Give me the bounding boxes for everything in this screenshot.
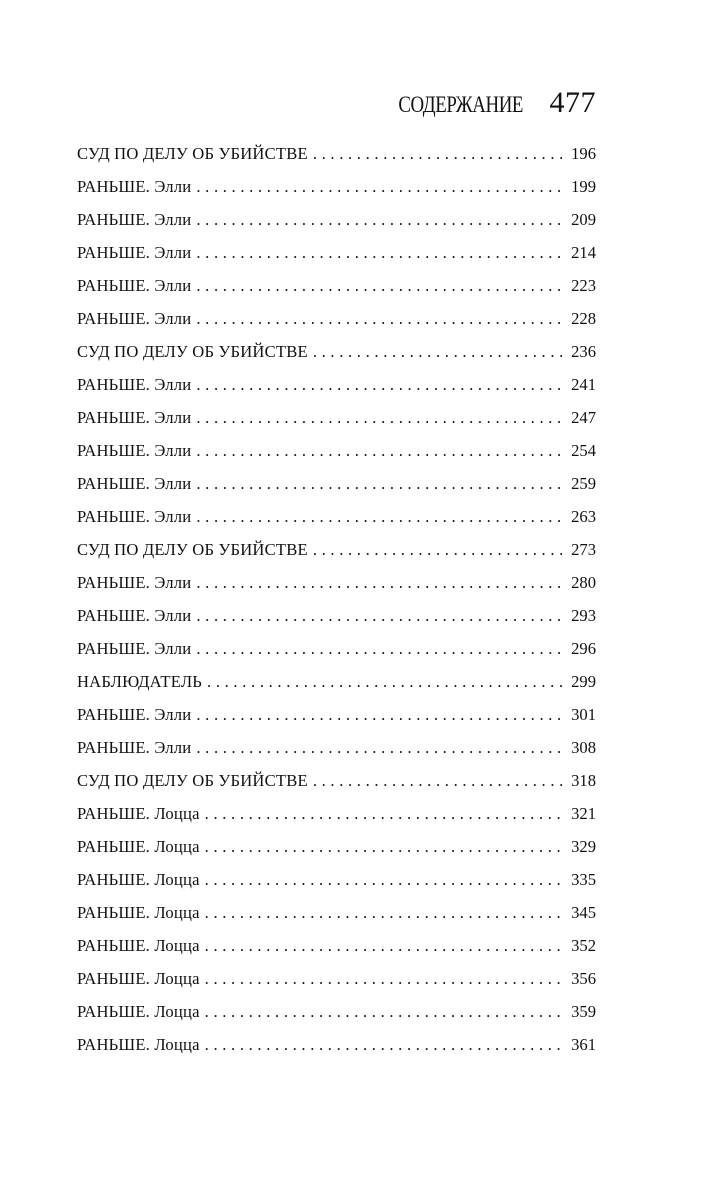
dot-leader [313,144,565,164]
toc-entry-page: 352 [571,936,596,955]
toc-entry [77,243,596,276]
dot-leader [196,441,565,461]
toc-entry [77,375,596,408]
toc-entry-title: РАНЬШЕ. Лоцца [77,1035,200,1054]
dot-leader [196,309,565,329]
dot-leader [205,837,565,857]
toc-entry-title: СУД ПО ДЕЛУ ОБ УБИЙСТВЕ [77,144,308,163]
toc-entry [77,738,596,771]
toc-entry-title: РАНЬШЕ. Лоцца [77,804,200,823]
toc-entry-title: РАНЬШЕ. Лоцца [77,936,200,955]
toc-entry-page: 247 [571,408,596,427]
toc-entry-page: 335 [571,870,596,889]
dot-leader [196,639,565,659]
toc-entry-page: 241 [571,375,596,394]
toc-entry [77,672,596,705]
dot-leader [207,672,565,692]
toc-entry [77,969,596,1002]
toc-entry-page: 299 [571,672,596,691]
toc-entry-page: 345 [571,903,596,922]
toc-entry [77,1002,596,1035]
toc-entry-page: 280 [571,573,596,592]
dot-leader [196,705,565,725]
dot-leader [205,903,565,923]
toc-entry-title: РАНЬШЕ. Элли [77,177,192,196]
toc-entry [77,309,596,342]
toc-entry [77,705,596,738]
toc-entry [77,507,596,540]
toc-entry-page: 293 [571,606,596,625]
toc-entry [77,936,596,969]
dot-leader [196,210,565,230]
toc-entry-page: 196 [571,144,596,163]
dot-leader [196,606,565,626]
toc-entry-page: 263 [571,507,596,526]
toc-entry-title: РАНЬШЕ. Элли [77,705,192,724]
toc-entry-page: 318 [571,771,596,790]
toc-entry [77,210,596,243]
dot-leader [196,408,565,428]
toc-entry-title: СУД ПО ДЕЛУ ОБ УБИЙСТВЕ [77,540,308,559]
toc-entry [77,177,596,210]
toc-entry-page: 296 [571,639,596,658]
dot-leader [196,243,565,263]
dot-leader [205,804,565,824]
dot-leader [196,177,565,197]
toc-entry-title: СУД ПО ДЕЛУ ОБ УБИЙСТВЕ [77,342,308,361]
dot-leader [205,969,565,989]
toc-entry [77,441,596,474]
toc-entry-page: 254 [571,441,596,460]
dot-leader [205,1035,565,1055]
toc-entry-page: 301 [571,705,596,724]
dot-leader [196,738,565,758]
dot-leader [313,540,565,560]
dot-leader [205,870,565,890]
toc-entry-title: РАНЬШЕ. Элли [77,573,192,592]
toc-entry-title: РАНЬШЕ. Элли [77,606,192,625]
toc-entry-page: 259 [571,474,596,493]
toc-entry-page: 236 [571,342,596,361]
toc-entry-page: 321 [571,804,596,823]
toc-entry-page: 361 [571,1035,596,1054]
toc-entry [77,1035,596,1068]
toc-entry-title: РАНЬШЕ. Элли [77,408,192,427]
toc-entry-title: РАНЬШЕ. Элли [77,276,192,295]
toc-entry-page: 329 [571,837,596,856]
toc-entry [77,144,596,177]
dot-leader [196,474,565,494]
dot-leader [196,375,565,395]
toc-entry [77,837,596,870]
toc-entry-title: РАНЬШЕ. Элли [77,474,192,493]
toc-entry-title: РАНЬШЕ. Элли [77,375,192,394]
toc-entry-title: РАНЬШЕ. Элли [77,243,192,262]
dot-leader [205,1002,565,1022]
toc-entry-page: 228 [571,309,596,328]
toc-entry-page: 223 [571,276,596,295]
dot-leader [196,573,565,593]
toc-entry-page: 209 [571,210,596,229]
toc-entry-title: РАНЬШЕ. Элли [77,309,192,328]
dot-leader [313,771,565,791]
toc-entry [77,573,596,606]
toc-entry [77,474,596,507]
toc-entry [77,903,596,936]
toc-entry-title: РАНЬШЕ. Лоцца [77,969,200,988]
dot-leader [313,342,565,362]
toc-entry [77,342,596,375]
toc-entry-title: РАНЬШЕ. Элли [77,210,192,229]
toc-entry-title: НАБЛЮДАТЕЛЬ [77,672,203,691]
running-title: СОДЕРЖАНИЕ [398,92,524,117]
toc-entry [77,804,596,837]
page-number: 477 [549,86,596,119]
toc-entry [77,408,596,441]
toc-entry-page: 199 [571,177,596,196]
toc-entry-title: РАНЬШЕ. Лоцца [77,870,200,889]
toc-entry-page: 359 [571,1002,596,1021]
toc-entry [77,276,596,309]
dot-leader [196,507,565,527]
toc-entry [77,540,596,573]
toc-entry-page: 214 [571,243,596,262]
toc-entry-title: СУД ПО ДЕЛУ ОБ УБИЙСТВЕ [77,771,308,790]
toc-entry-title: РАНЬШЕ. Лоцца [77,1002,200,1021]
toc-entry [77,870,596,903]
toc-entry-title: РАНЬШЕ. Элли [77,738,192,757]
toc-entry [77,606,596,639]
toc-entry-page: 273 [571,540,596,559]
toc-entry-title: РАНЬШЕ. Лоцца [77,903,200,922]
dot-leader [196,276,565,296]
toc-entry [77,639,596,672]
toc-entry [77,771,596,804]
toc-entry-title: РАНЬШЕ. Элли [77,507,192,526]
running-head [371,86,596,120]
toc-entry-title: РАНЬШЕ. Лоцца [77,837,200,856]
dot-leader [205,936,565,956]
toc-entry-page: 308 [571,738,596,757]
toc-entry-title: РАНЬШЕ. Элли [77,639,192,658]
toc-entry-title: РАНЬШЕ. Элли [77,441,192,460]
toc-entry-page: 356 [571,969,596,988]
table-of-contents [77,144,596,1068]
